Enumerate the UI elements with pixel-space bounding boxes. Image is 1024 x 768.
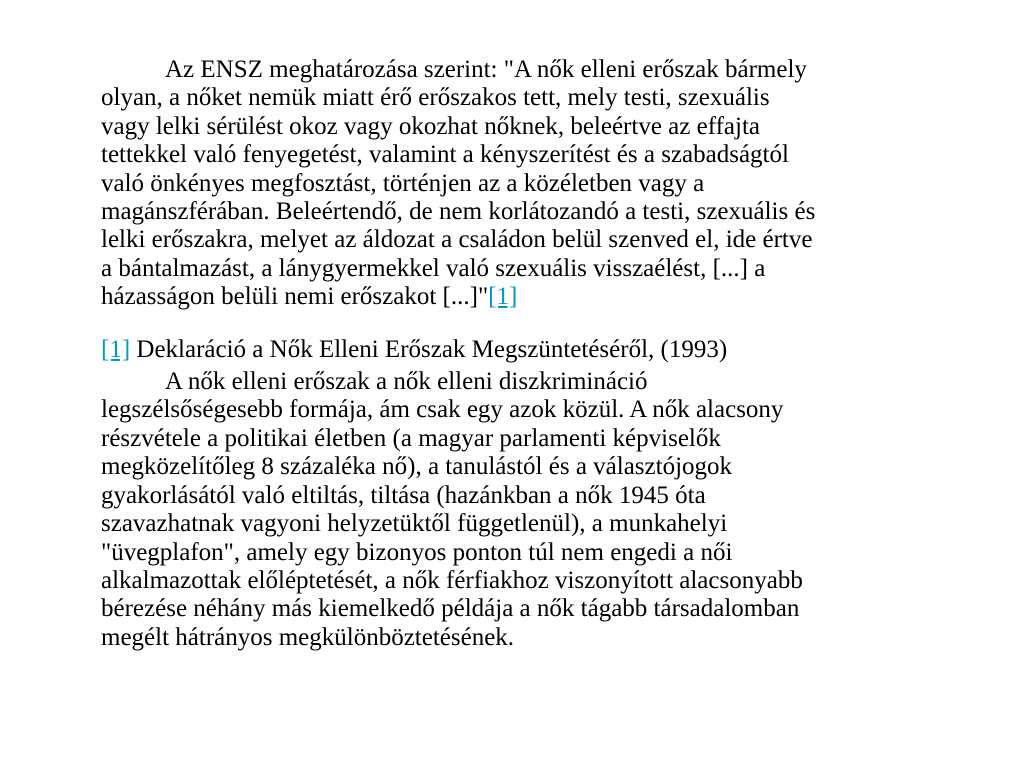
footnote-reference-link[interactable]: [1]	[488, 283, 518, 311]
footnote-backlink[interactable]: [1]	[101, 335, 131, 363]
paragraph-discrimination	[101, 368, 971, 652]
paragraph-spacer	[101, 312, 971, 336]
paragraph-un-definition	[101, 56, 971, 312]
paragraph-discrimination-text: A nők elleni erőszak a nők elleni diszkrimináció legszélsőségesebb formája, ám csak egy azok közül. A nők alacsony részvétele a politikai életben (a magyar parlamenti képviselők megközelítőleg 8 százaléka nő), a tanulástól és a választójogok gyakorlásától való eltiltás, tiltása (hazánkban a nők 1945 óta szavazhatnak vagyoni helyzetüktől függetlenül), a munkahelyi "üvegplafon", amely egy bizonyos ponton túl nem engedi a női alkalmazottak előléptetését, a nők férfiakhoz viszonyított alacsonyabb bérezése néhány más kiemelkedő példája a nők tágabb társadalomban megélt hátrányos megkülönböztetésének.	[101, 368, 803, 651]
paragraph-un-definition-text: Az ENSZ meghatározása szerint: "A nők elleni erőszak bármely olyan, a nőket nemük miatt érő erőszakos tett, mely testi, szexuális vagy lelki sérülést okoz vagy okozhat nőknek, beleértve az effajta tettekkel való fenyegetést, valamint a kényszerítést és a szabadságtól való önkényes megfosztást, történjen az a közéletben vagy a magánszférában. Beleértendő, de nem korlátozandó a testi, szexuális és lelki erőszakra, melyet az áldozat a családon belül szenved el, ide értve a bántalmazást, a lánygyermekkel való szexuális visszaélést, [...] a házasságon belüli nemi erőszakot [...]"	[101, 56, 816, 311]
footnote-text: Deklaráció a Nők Elleni Erőszak Megszüntetéséről, (1993)	[130, 335, 728, 363]
slide-content	[101, 56, 971, 652]
footnote	[101, 336, 971, 364]
